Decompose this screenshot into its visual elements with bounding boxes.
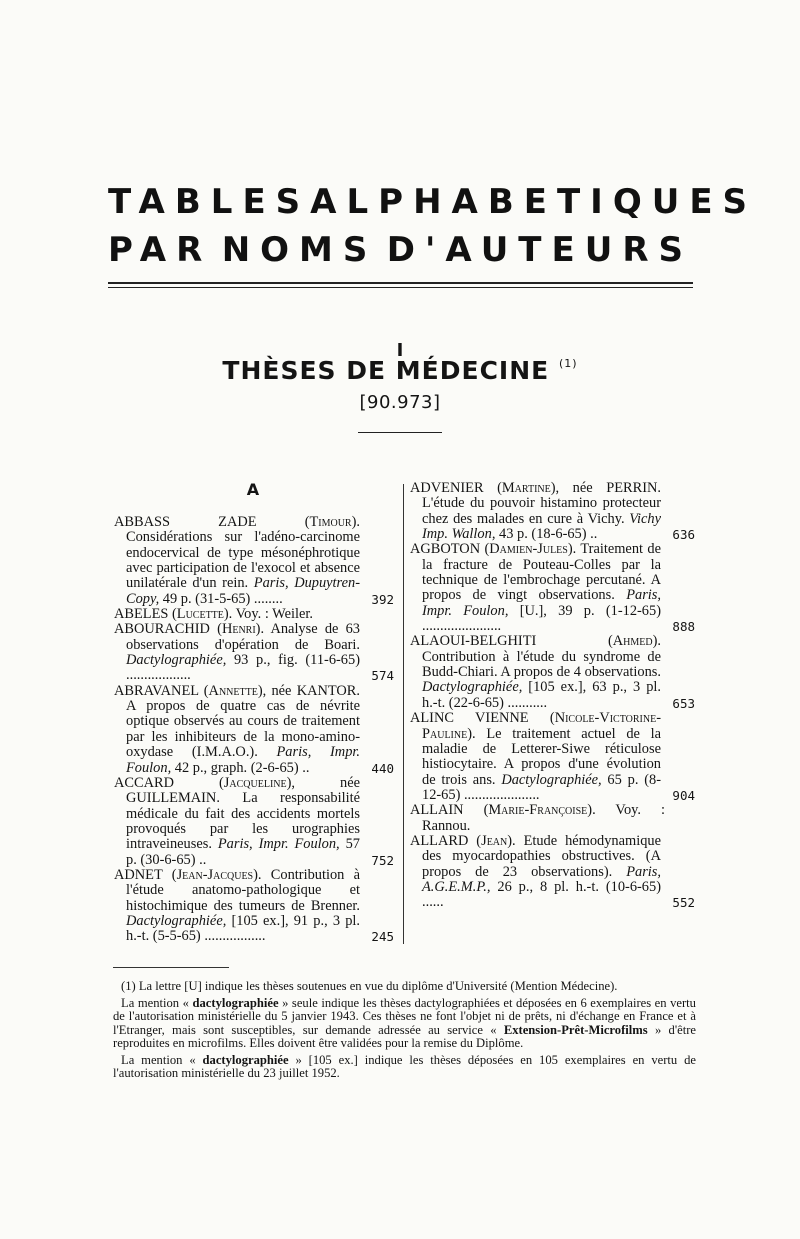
entry-number: 245 [371, 929, 394, 945]
entry-number: 653 [672, 695, 695, 711]
author-given-name: (Jacqueline), [219, 774, 295, 791]
entry-number: 888 [672, 619, 695, 635]
title-rule-bottom [108, 287, 693, 288]
main-title-line-2 [108, 226, 693, 274]
publisher: Dactylographiée, [126, 652, 227, 669]
collation: [105 ex.], 63 p., 3 pl. h.-t. (22-6-65) ........... [422, 679, 661, 711]
collation: 43 p. (18-6-65) .. [495, 526, 598, 543]
entry-number: 636 [672, 527, 695, 543]
author-given-name: (Ahmed). [607, 633, 661, 650]
author-given-name: (Lucette). [171, 606, 233, 623]
author-given-name: (Jean). [476, 832, 516, 849]
thesis-title: Analyse de 63 observations d'opération de Boari. [126, 621, 360, 653]
author-surname: ABOURACHID [114, 621, 210, 638]
index-entry [114, 622, 394, 683]
entry-text [114, 684, 394, 776]
entry-number: 392 [371, 591, 394, 607]
thesis-title: Voy. : Rannou. [422, 802, 665, 834]
collation: 42 p., graph. (2-6-65) .. [171, 759, 310, 776]
left-column [114, 515, 394, 945]
publisher: Paris, Impr. Foulon, [422, 587, 661, 619]
entry-text [114, 868, 394, 945]
index-entry [410, 634, 695, 711]
index-entry [114, 684, 394, 776]
index-entry [410, 803, 695, 834]
title-word: D'AUTEURS [386, 230, 693, 270]
collation: 49 p. (31-5-65) ........ [159, 590, 283, 607]
entry-number: 574 [371, 668, 394, 684]
collation: [U.], 39 p. (1-12-65) ...................... [422, 602, 661, 635]
index-entry [410, 711, 695, 803]
letter-heading: A [246, 480, 260, 499]
thesis-title: Contribution à l'étude anatomo-pathologique et histochimique des tumeurs de Brenner. [126, 866, 360, 914]
publisher: Paris, Dupuytren-Copy, [126, 575, 361, 607]
index-entry [114, 515, 394, 607]
author-surname: ALINC VIENNE [410, 710, 529, 727]
section-code: [90.973] [359, 392, 441, 413]
publisher: Dactylographiée, [501, 771, 602, 788]
publisher: Paris, A.G.E.M.P., [422, 863, 661, 895]
entry-text [410, 634, 695, 711]
right-column [410, 481, 695, 911]
index-entry [114, 776, 394, 868]
collation: 57 p. (30-6-65) .. [126, 836, 360, 868]
publisher: Paris, Impr. Foulon, [126, 744, 360, 776]
author-surname: AGBOTON [410, 541, 481, 558]
thesis-title: née KANTOR. A propos de quatre cas de névrite optique observés au cours de traitement par les inhibiteurs de la mono-amino-oxydase (I.M.A.O.). [126, 682, 360, 761]
author-given-name: (Annette), [203, 682, 267, 699]
author-given-name: (Marie-Françoise). [483, 802, 596, 819]
entry-text [114, 515, 394, 607]
column-divider [403, 484, 404, 944]
author-surname: ALAOUI-BELGHITI [410, 633, 537, 650]
section-divider [358, 432, 442, 433]
entry-text [410, 834, 695, 911]
author-given-name: (Martine), [497, 480, 560, 496]
title-word: NOMS [221, 230, 378, 270]
entry-text [410, 481, 695, 542]
collation: 26 p., 8 pl. h.-t. (10-6-65) ...... [422, 878, 661, 911]
publisher: Vichy Imp. Wallon, [422, 510, 661, 543]
footnote-rule [113, 967, 229, 968]
author-surname: ABRAVANEL [114, 682, 199, 699]
author-given-name: (Damien-Jules). [484, 541, 577, 558]
footnote-2: La mention « dactylographiée » seule indique les thèses dactylographiées et déposées en 6 exemplaires en vertu de l'autorisation ministérielle du 5 janvier 1943. Ces thèses ne font l'objet ni de prêts, ni d'échange en France et à l'Etranger, mais sont susceptibles, sur demande adressée au service « Extension-Prêt-Microfilms » d'être reproduites en microfilms. Elles doivent être validées pour la remise du Diplôme. [113, 996, 696, 1050]
title-rule-top [108, 282, 693, 284]
author-surname: ALLAIN [410, 802, 464, 819]
section-title-text: THÈSES DE MÉDECINE [222, 356, 550, 385]
section-title [0, 356, 800, 385]
thesis-title: Traitement de la fracture de Pouteau-Colles par la technique de l'embrochage percutané. A propos de vingt observations. [422, 541, 661, 604]
main-title-line-1 [108, 178, 758, 226]
author-surname: ADVENIER [410, 480, 484, 496]
entry-text [114, 622, 394, 683]
footnotes [113, 980, 696, 1084]
entry-number: 552 [672, 895, 695, 911]
entry-number: 752 [371, 852, 394, 868]
collation: [105 ex.], 91 p., 3 pl. h.-t. (5-5-65) ................. [126, 912, 360, 945]
thesis-title: Le traitement actuel de la maladie de Letterer-Siwe réticulose histiocytaire. A propos d'une évolution de trois ans. [422, 725, 661, 788]
index-entry [410, 481, 695, 542]
index-entry [410, 542, 695, 634]
collation: 93 p., fig. (11-6-65) .................. [126, 652, 360, 684]
thesis-title: née GUILLEMAIN. La responsabilité médicale du fait des accidents mortels provoqués par les urographies intraveineuses. [126, 774, 360, 853]
title-word: PAR [108, 230, 213, 270]
footnote-3: La mention « dactylographiée » [105 ex.] indique les thèses déposées en 105 exemplaires en vertu de l'autorisation ministérielle du 23 juillet 1952. [113, 1053, 696, 1081]
title-word: TABLES [108, 182, 311, 222]
author-given-name: (Timour). [304, 514, 360, 530]
author-surname: ABBASS ZADE [114, 514, 257, 530]
entry-text [410, 803, 695, 834]
publisher: Paris, Impr. Foulon, [217, 836, 340, 853]
thesis-title: Voy. : Weiler. [232, 606, 313, 623]
thesis-title: Considérations sur l'adéno-carcinome endocervical de type mésonéphrotique avec participation de l'exocol et absence unilatérale d'un rein. [126, 529, 360, 592]
entry-number: 904 [672, 787, 695, 803]
publisher: Dactylographiée, [126, 912, 227, 929]
entry-text [410, 542, 695, 634]
author-surname: ALLARD [410, 832, 469, 849]
footnote-ref: (1) [558, 357, 578, 370]
thesis-title: née PERRIN. L'étude du pouvoir histamino protecteur chez des malades en cure à Vichy. [422, 480, 661, 527]
author-given-name: (Henri). [217, 621, 265, 638]
title-word: ALPHABETIQUES [310, 182, 758, 222]
publisher: Dactylographiée, [422, 679, 523, 696]
author-given-name: (Nicole-Victorine-Pauline). [422, 710, 661, 742]
footnote-1: (1) La lettre [U] indique les thèses soutenues en vue du diplôme d'Université (Mention Médecine). [121, 979, 618, 993]
author-surname: ACCARD [114, 774, 174, 791]
index-entry [114, 868, 394, 945]
thesis-title: Contribution à l'étude du syndrome de Budd-Chiari. A propos de 4 observations. [422, 648, 661, 681]
entry-text [410, 711, 695, 803]
index-entry [114, 607, 394, 622]
section-number: I [396, 340, 404, 361]
thesis-title: Etude hémodynamique des myocardopathies obstructives. (A propos de 23 observations). [422, 832, 661, 880]
entry-text [114, 607, 394, 622]
entry-number: 440 [371, 760, 394, 776]
index-entry [410, 834, 695, 911]
collation: 65 p. (8-12-65) ..................... [422, 771, 661, 803]
author-given-name: (Jean-Jacques). [171, 866, 262, 883]
entry-text [114, 776, 394, 868]
author-surname: ABELES [114, 606, 169, 623]
author-surname: ADNET [114, 866, 163, 883]
